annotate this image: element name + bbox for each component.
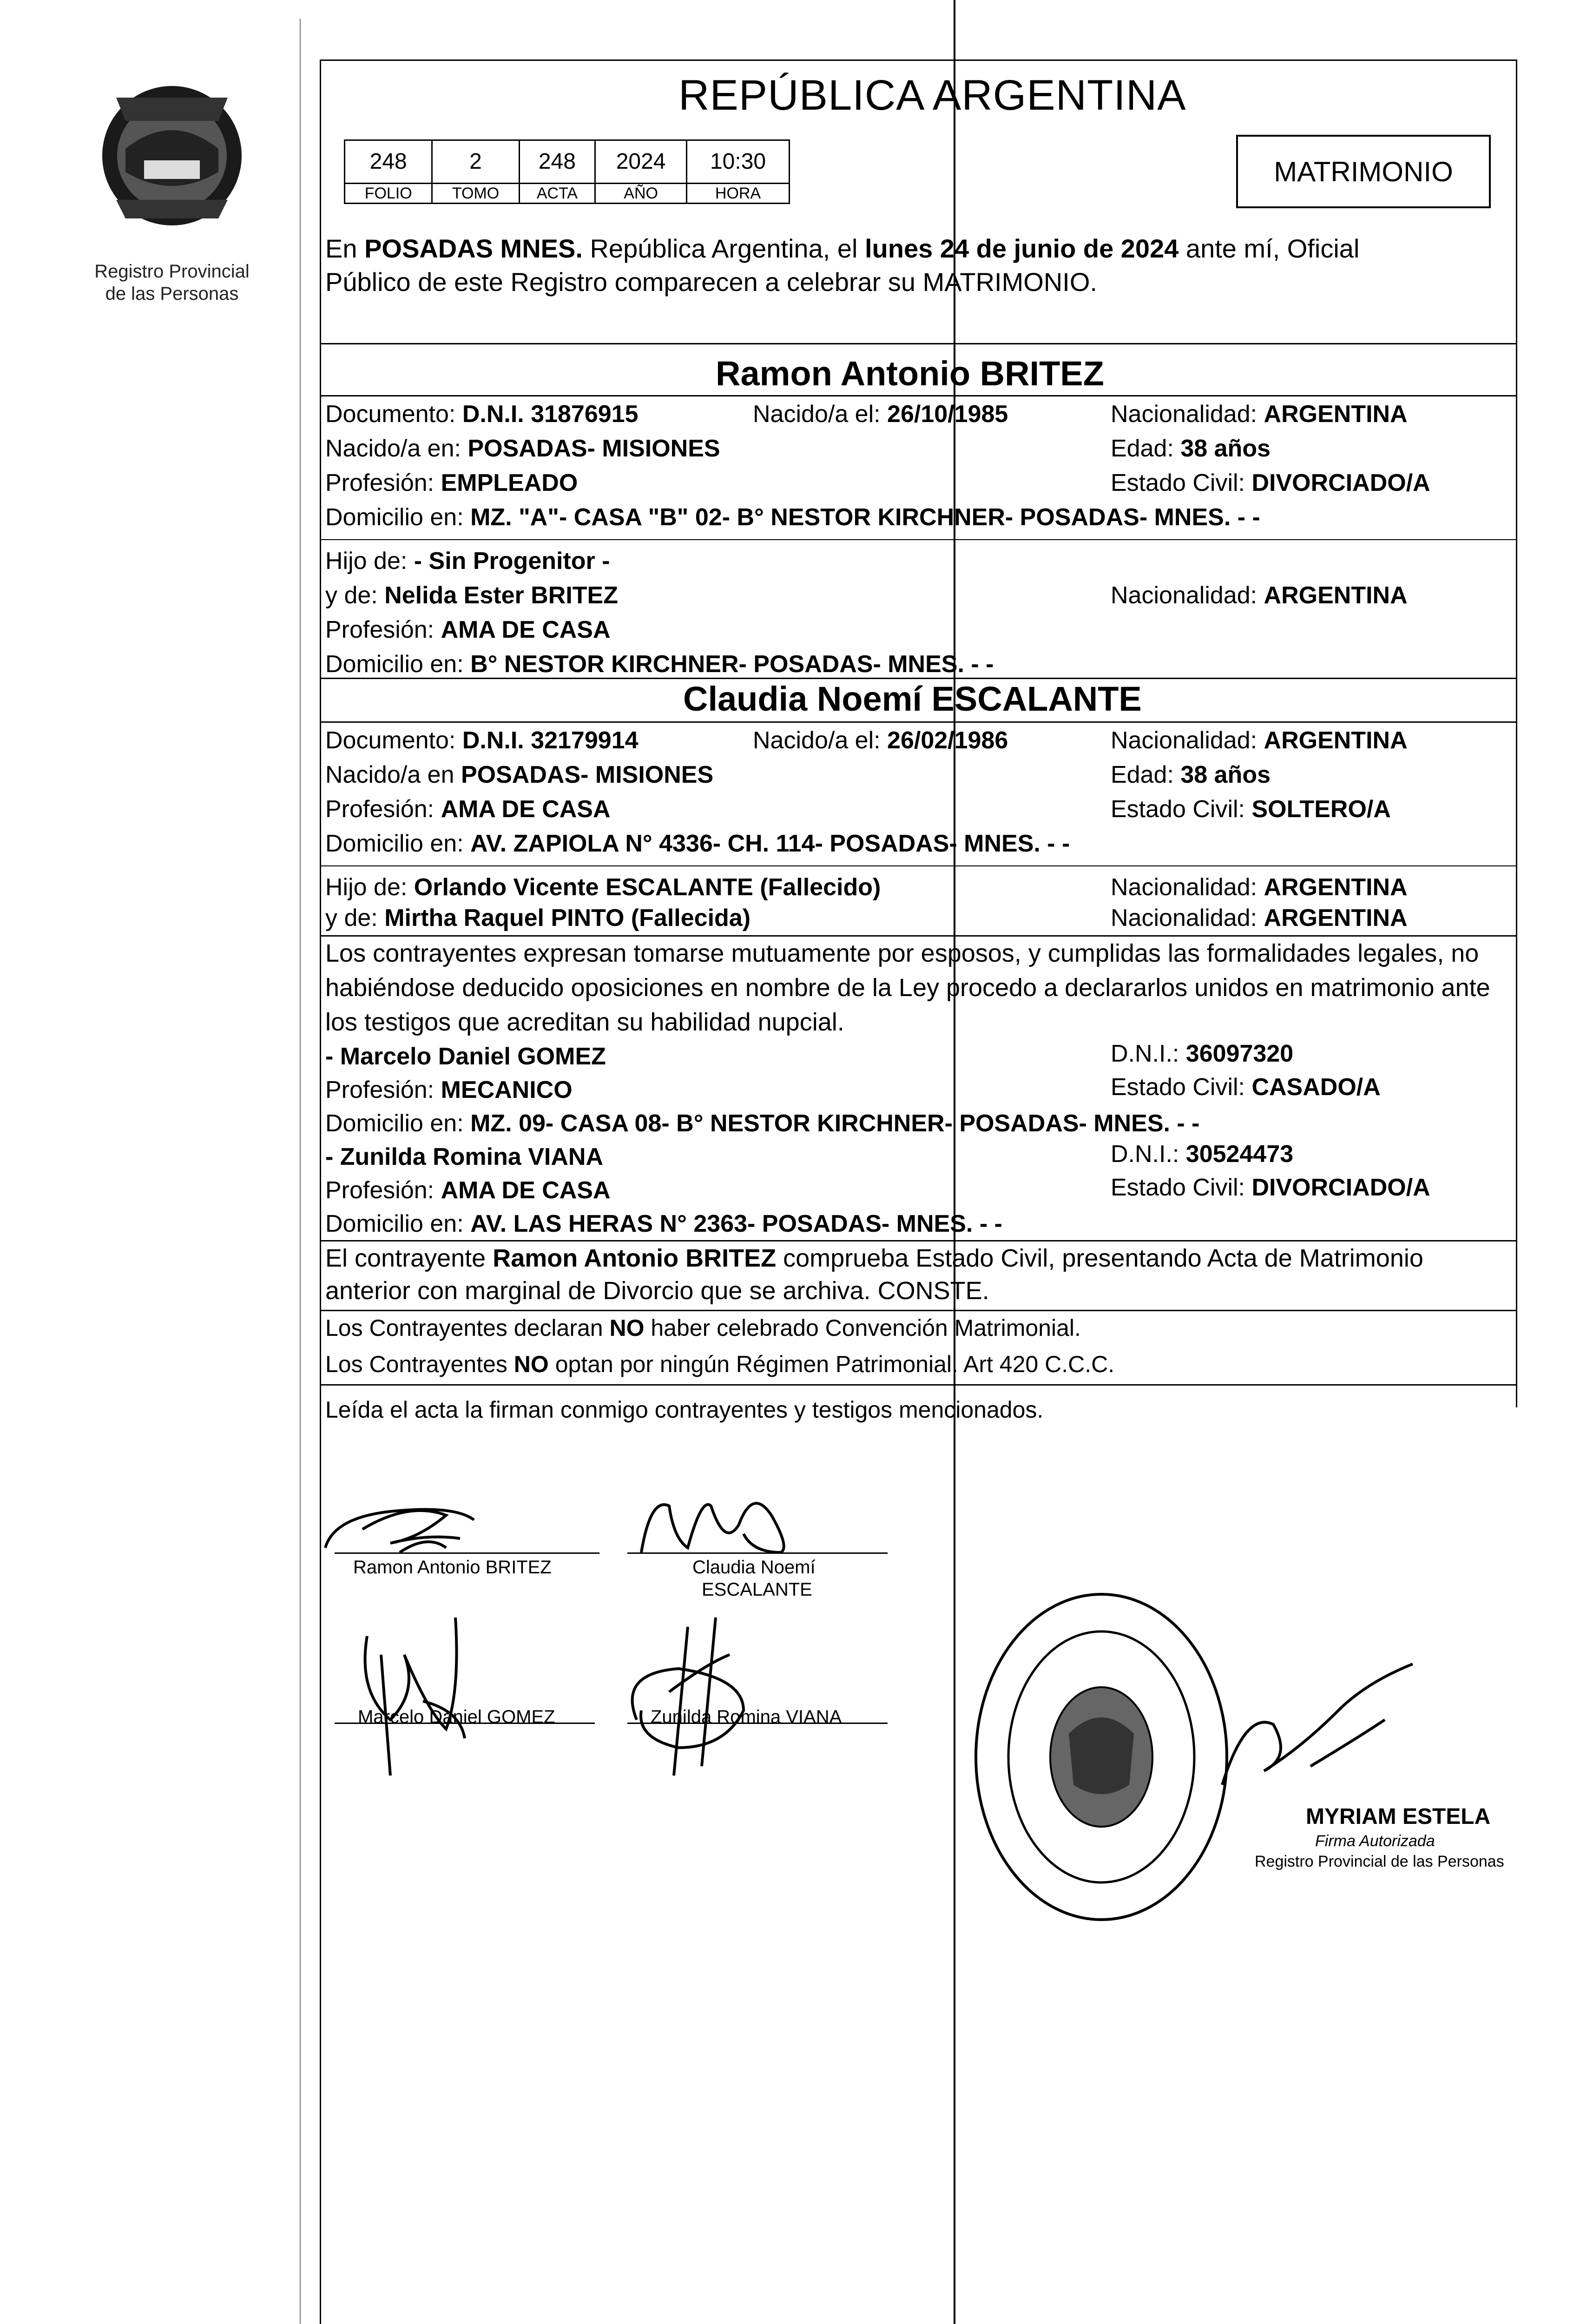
- field-value: 38 años: [1180, 435, 1271, 462]
- field-label: Domicilio en:: [325, 830, 471, 857]
- logo-caption-2: de las Personas: [105, 284, 239, 304]
- field-label: Hijo de:: [325, 548, 414, 574]
- bride-signature-name-1: Claudia Noemí: [692, 1557, 816, 1578]
- field-label: Documento:: [325, 727, 462, 754]
- intro-text: En: [325, 234, 365, 263]
- field-value: POSADAS- MISIONES: [461, 761, 714, 788]
- bride-age: [1111, 760, 1271, 789]
- folio-value: 248: [345, 140, 432, 184]
- field-label: Profesión:: [325, 1177, 441, 1204]
- intro-date: lunes 24 de junio de 2024: [864, 234, 1179, 263]
- divider: [320, 1384, 1517, 1386]
- convention-line-2: [325, 1350, 1114, 1379]
- convention-no: NO: [609, 1315, 645, 1341]
- field-value: ARGENTINA: [1264, 905, 1408, 931]
- field-value: 26/10/1985: [887, 401, 1008, 428]
- official-signature: [1218, 1655, 1459, 1794]
- field-value: SOLTERO/A: [1251, 796, 1391, 823]
- field-label: Nacido/a en:: [325, 435, 468, 462]
- intro-place: POSADAS MNES.: [364, 234, 583, 263]
- field-value: Mirtha Raquel PINTO (Fallecida): [384, 905, 751, 931]
- groom-address: [325, 503, 1260, 532]
- witness1-name: - Marcelo Daniel GOMEZ: [325, 1043, 606, 1070]
- field-label: Estado Civil:: [1111, 1074, 1252, 1101]
- intro-text: ante mí, Oficial: [1178, 234, 1360, 263]
- field-label: Profesión:: [325, 616, 441, 643]
- convention-text: optan por ningún Régimen Patrimonial. Art 420 C.C.C.: [548, 1351, 1115, 1377]
- groom-birthplace: [325, 434, 720, 463]
- field-label: D.N.I.:: [1111, 1141, 1186, 1168]
- bride-profession: [325, 795, 611, 824]
- field-value: ARGENTINA: [1264, 401, 1408, 428]
- closing-text: Leída el acta la firman conmigo contrayentes y testigos mencionados.: [325, 1397, 1044, 1423]
- convention-text: Los Contrayentes: [325, 1351, 514, 1377]
- field-value: ARGENTINA: [1264, 874, 1408, 901]
- acta-label: ACTA: [519, 184, 595, 204]
- official-role: Firma Autorizada: [1315, 1832, 1435, 1850]
- frame-top: [320, 59, 1517, 61]
- intro-line-2: Público de este Registro comparecen a celebrar su MATRIMONIO.: [325, 267, 1097, 297]
- divider: [320, 1310, 1517, 1311]
- field-value: MECANICO: [441, 1076, 573, 1103]
- bride-name: Claudia Noemí ESCALANTE: [683, 680, 1142, 718]
- divider: [320, 721, 1517, 723]
- frame-left: [320, 59, 321, 2324]
- field-label: Profesión:: [325, 469, 441, 496]
- field-value: 36097320: [1185, 1040, 1294, 1067]
- field-value: MZ. "A"- CASA "B" 02- B° NESTOR KIRCHNER- POSADAS- MNES. - -: [470, 504, 1260, 531]
- act-type-box: [1236, 135, 1491, 208]
- field-value: 30524473: [1185, 1141, 1294, 1168]
- field-label: Hijo de:: [325, 874, 414, 901]
- witness2-signature: [623, 1599, 771, 1776]
- groom-mother: [325, 581, 618, 610]
- convention-line-1: [325, 1314, 1081, 1342]
- convention-no: NO: [514, 1351, 549, 1377]
- field-label: Domicilio en:: [325, 1110, 471, 1137]
- divider: [320, 865, 1517, 866]
- page-title: REPÚBLICA ARGENTINA: [678, 72, 1186, 119]
- bride-father-nationality: [1111, 873, 1408, 902]
- groom-birthdate: [753, 400, 1008, 429]
- note-line-2: anterior con marginal de Divorcio que se archiva. CONSTE.: [325, 1277, 989, 1305]
- field-value: AV. LAS HERAS N° 2363- POSADAS- MNES. - -: [470, 1210, 1002, 1237]
- act-type: MATRIMONIO: [1274, 156, 1453, 187]
- groom-civil-status: [1111, 469, 1430, 497]
- witness1-signature: [353, 1599, 474, 1776]
- groom-document: [325, 400, 639, 429]
- field-label: Domicilio en:: [325, 1210, 471, 1237]
- field-label: Nacionalidad:: [1111, 874, 1264, 901]
- field-label: Nacido/a en: [325, 761, 461, 788]
- bride-signature: [632, 1478, 809, 1562]
- intro-text: República Argentina, el: [582, 234, 865, 263]
- folio-label: FOLIO: [345, 184, 432, 204]
- tomo-label: TOMO: [432, 184, 519, 204]
- registry-table: [344, 139, 790, 204]
- field-label: D.N.I.:: [1111, 1040, 1186, 1067]
- bride-mother: [325, 904, 750, 932]
- field-value: 38 años: [1180, 761, 1271, 788]
- field-label: Nacionalidad:: [1111, 582, 1264, 609]
- divider: [320, 395, 1517, 396]
- witness2-address: [325, 1209, 1002, 1238]
- field-label: Nacionalidad:: [1111, 905, 1264, 931]
- bride-civil-status: [1111, 795, 1391, 824]
- witness1-civil-status: [1111, 1073, 1381, 1102]
- tomo-value: 2: [432, 140, 519, 184]
- witness1-profession: [325, 1076, 573, 1104]
- divider: [320, 935, 1517, 937]
- bride-birthdate: [753, 726, 1008, 755]
- declaration-line-1: Los contrayentes expresan tomarse mutuamente por esposos, y cumplidas las formalidades legales, no: [325, 939, 1479, 967]
- logo-caption-1: Registro Provincial: [94, 261, 250, 282]
- groom-signature-name: Ramon Antonio BRITEZ: [353, 1557, 552, 1578]
- field-label: Nacionalidad:: [1111, 401, 1264, 428]
- declaration-line-2: habiéndose deducido oposiciones en nombre de la Ley procedo a declararlos unidos en matrimonio ante: [325, 974, 1490, 1002]
- field-value: AV. ZAPIOLA N° 4336- CH. 114- POSADAS- MNES. - -: [470, 830, 1070, 857]
- intro-line-1: [325, 233, 1359, 264]
- margin-line-dashed: [300, 19, 301, 2324]
- convention-text: Los Contrayentes declaran: [325, 1315, 610, 1341]
- field-value: D.N.I. 32179914: [462, 727, 639, 754]
- bride-mother-nationality: [1111, 904, 1408, 932]
- acta-value: 248: [519, 140, 595, 184]
- groom-nationality: [1111, 400, 1408, 429]
- field-label: Domicilio en:: [325, 651, 471, 678]
- field-label: Documento:: [325, 401, 462, 428]
- field-label: y de:: [325, 582, 385, 609]
- witness2-signature-name: Zunilda Romina VIANA: [651, 1707, 842, 1727]
- groom-age: [1111, 434, 1271, 463]
- witness1-dni: [1111, 1039, 1293, 1068]
- bride-nationality: [1111, 726, 1408, 755]
- witness2-dni: [1111, 1140, 1293, 1169]
- anio-label: AÑO: [595, 184, 687, 204]
- divider: [320, 1240, 1517, 1241]
- field-label: Estado Civil:: [1111, 469, 1252, 496]
- hora-value: 10:30: [687, 140, 790, 184]
- field-label: Profesión:: [325, 1076, 441, 1103]
- field-value: AMA DE CASA: [441, 796, 611, 823]
- field-value: B° NESTOR KIRCHNER- POSADAS- MNES. - -: [470, 651, 994, 678]
- witness1-signature-name: Marcelo Daniel GOMEZ: [358, 1707, 555, 1727]
- field-label: Nacionalidad:: [1111, 727, 1264, 754]
- convention-text: haber celebrado Convención Matrimonial.: [644, 1315, 1081, 1341]
- field-label: Domicilio en:: [325, 504, 471, 531]
- official-stamp: [962, 1580, 1241, 1934]
- groom-signature: [307, 1487, 548, 1562]
- field-value: ARGENTINA: [1264, 727, 1408, 754]
- hora-label: HORA: [687, 184, 790, 204]
- registry-logo: [88, 79, 256, 232]
- groom-father: [325, 547, 610, 575]
- field-value: ARGENTINA: [1264, 582, 1408, 609]
- field-label: Profesión:: [325, 796, 441, 823]
- bride-father: [325, 873, 881, 902]
- bride-address: [325, 829, 1070, 858]
- declaration-line-3: los testigos que acreditan su habilidad nupcial.: [325, 1008, 844, 1036]
- field-label: Nacido/a el:: [753, 401, 888, 428]
- official-name: MYRIAM ESTELA: [1306, 1804, 1491, 1829]
- divider: [320, 343, 1517, 344]
- stamp-seal-icon: [962, 1580, 1241, 1934]
- witness2-profession: [325, 1176, 611, 1205]
- groom-name: Ramon Antonio BRITEZ: [716, 354, 1104, 393]
- groom-parents-address: [325, 650, 994, 679]
- bride-document: [325, 726, 639, 755]
- field-label: Edad:: [1111, 435, 1181, 462]
- note-name: Ramon Antonio BRITEZ: [493, 1244, 777, 1272]
- signature-line: [627, 1552, 888, 1554]
- field-value: D.N.I. 31876915: [462, 401, 639, 428]
- field-label: y de:: [325, 905, 385, 931]
- field-value: 26/02/1986: [887, 727, 1008, 754]
- note-line-1: [325, 1244, 1423, 1273]
- bride-signature-name-2: ESCALANTE: [702, 1579, 812, 1600]
- field-value: DIVORCIADO/A: [1251, 469, 1430, 496]
- field-label: Nacido/a el:: [753, 727, 888, 754]
- groom-profession: [325, 469, 578, 497]
- field-value: DIVORCIADO/A: [1251, 1174, 1430, 1201]
- field-value: EMPLEADO: [441, 469, 578, 496]
- scan-fold-line: [954, 0, 955, 2324]
- field-value: POSADAS- MISIONES: [467, 435, 720, 462]
- field-label: Edad:: [1111, 761, 1181, 788]
- witness1-address: [325, 1109, 1199, 1138]
- field-label: Estado Civil:: [1111, 796, 1252, 823]
- field-value: Nelida Ester BRITEZ: [384, 582, 618, 609]
- divider: [320, 539, 1517, 540]
- groom-parents-profession: [325, 615, 611, 644]
- field-value: AMA DE CASA: [441, 616, 611, 643]
- anio-value: 2024: [595, 140, 687, 184]
- note-text: El contrayente: [325, 1244, 493, 1272]
- field-value: CASADO/A: [1251, 1074, 1381, 1101]
- field-value: MZ. 09- CASA 08- B° NESTOR KIRCHNER- POSADAS- MNES. - -: [470, 1110, 1200, 1137]
- field-value: Orlando Vicente ESCALANTE (Fallecido): [414, 874, 881, 901]
- witness2-name: - Zunilda Romina VIANA: [325, 1143, 603, 1170]
- frame-right: [1516, 59, 1517, 1407]
- bride-birthplace: [325, 760, 713, 789]
- province-shield-icon: [88, 79, 256, 232]
- field-label: Estado Civil:: [1111, 1174, 1252, 1201]
- field-value: AMA DE CASA: [441, 1177, 611, 1204]
- official-office: Registro Provincial de las Personas: [1255, 1853, 1504, 1870]
- field-value: - Sin Progenitor -: [414, 548, 610, 574]
- groom-mother-nationality: [1111, 581, 1408, 610]
- note-text: comprueba Estado Civil, presentando Acta de Matrimonio: [776, 1244, 1423, 1272]
- signature-line: [335, 1552, 599, 1554]
- witness2-civil-status: [1111, 1173, 1430, 1202]
